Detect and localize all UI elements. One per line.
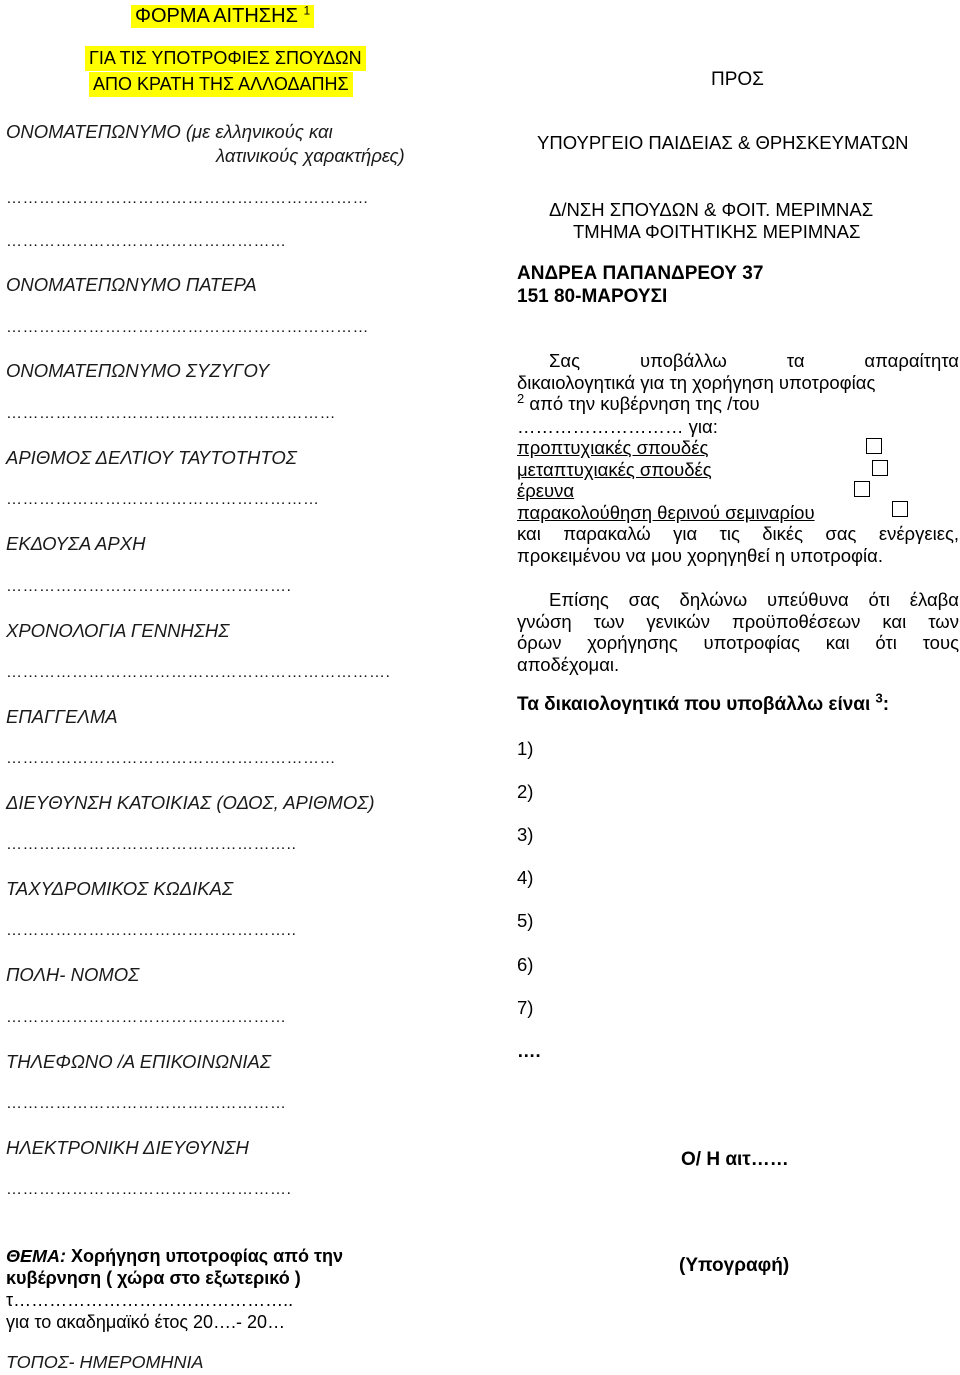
- footnote-2-marker: 2: [517, 390, 525, 406]
- document-item-2[interactable]: 2): [517, 781, 534, 802]
- field-blank-email[interactable]: …………………………………………….: [6, 1181, 292, 1198]
- field-blank-fullname-1[interactable]: …………………………………………………………: [6, 190, 369, 207]
- field-blank-issuing-authority[interactable]: …………………………………………….: [6, 578, 292, 595]
- field-label-phone: ΤΗΛΕΦΩΝΟ /Α ΕΠΙΚΟΙΝΩΝΙΑΣ: [6, 1051, 271, 1072]
- subject-academic-year[interactable]: για το ακαδημαϊκό έτος 20….- 20…: [6, 1312, 286, 1332]
- document-item-1[interactable]: 1): [517, 738, 534, 759]
- field-label-fullname-cont: λατινικούς χαρακτήρες): [216, 145, 405, 166]
- recipient-directorate: Δ/ΝΣΗ ΣΠΟΥΔΩΝ & ΦΟΙΤ. ΜΕΡΙΜΝΑΣ: [549, 199, 874, 220]
- field-label-home-address: ΔΙΕΥΘΥΝΣΗ ΚΑΤΟΙΚΙΑΣ (ΟΔΟΣ, ΑΡΙΘΜΟΣ): [6, 792, 375, 813]
- body-p1-line6: προκειμένου να μου χορηγηθεί η υποτροφία.: [517, 545, 883, 566]
- body-p2-line2: γνώση των γενικών προϋποθέσεων και των: [517, 611, 959, 632]
- field-label-fullname: ΟΝΟΜΑΤΕΠΩΝΥΜΟ (με ελληνικούς και: [6, 121, 333, 142]
- body-p2-line1: Επίσης σας δηλώνω υπεύθυνα ότι έλαβα: [549, 589, 959, 610]
- documents-heading-colon: :: [882, 694, 890, 715]
- place-date-label: ΤΟΠΟΣ- ΗΜΕΡΟΜΗΝΙΑ: [6, 1352, 204, 1372]
- subject-text-1: Χορήγηση υποτροφίας από την: [66, 1246, 344, 1266]
- body-p1-line4[interactable]: ……………………… για:: [517, 416, 718, 437]
- field-blank-father-name[interactable]: …………………………………………………………: [6, 319, 369, 336]
- document-item-7[interactable]: 7): [517, 997, 534, 1018]
- body-p2-line4: αποδέχομαι.: [517, 654, 620, 675]
- document-item-5[interactable]: 5): [517, 910, 534, 931]
- recipient-pros: ΠΡΟΣ: [711, 69, 764, 90]
- form-subtitle-line1: ΓΙΑ ΤΙΣ ΥΠΟΤΡΟΦΙΕΣ ΣΠΟΥΔΩΝ: [85, 46, 366, 71]
- body-p1-line2: δικαιολογητικά για τη χορήγηση υποτροφίας: [517, 372, 876, 393]
- body-p1-line3: [517, 390, 760, 415]
- field-label-issuing-authority: ΕΚΔΟΥΣΑ ΑΡΧΗ: [6, 533, 146, 554]
- field-label-father-name: ΟΝΟΜΑΤΕΠΩΝΥΜΟ ΠΑΤΕΡΑ: [6, 274, 257, 295]
- option-summer-seminar-checkbox[interactable]: [892, 500, 908, 518]
- footnote-3-marker: 3: [875, 690, 883, 706]
- field-label-id-number: ΑΡΙΘΜΟΣ ΔΕΛΤΙΟΥ ΤΑΥΤΟΤΗΤΟΣ: [6, 447, 297, 468]
- option-research-checkbox[interactable]: [854, 480, 870, 498]
- body-p1-line5: και παρακαλώ για τις δικές σας ενέργειες,: [517, 523, 959, 544]
- option-undergraduate-label: προπτυχιακές σπουδές: [517, 437, 709, 458]
- footnote-1-marker: 1: [303, 3, 311, 18]
- recipient-street: ΑΝΔΡΕΑ ΠΑΠΑΝΔΡΕΟΥ 37: [517, 263, 764, 284]
- field-label-birth-date: ΧΡΟΝΟΛΟΓΙΑ ΓΕΝΝΗΣΗΣ: [6, 620, 230, 641]
- option-research-label: έρευνα: [517, 480, 575, 501]
- checkbox-icon: [854, 481, 870, 497]
- document-item-3[interactable]: 3): [517, 824, 534, 845]
- recipient-department: ΤΜΗΜΑ ΦΟΙΤΗΤΙΚΗΣ ΜΕΡΙΜΝΑΣ: [573, 221, 861, 242]
- field-blank-birth-date[interactable]: …………………………………………………………….: [6, 664, 391, 681]
- field-label-email: ΗΛΕΚΤΡΟΝΙΚΗ ΔΙΕΥΘΥΝΣΗ: [6, 1137, 249, 1158]
- form-subtitle-line2: ΑΠΟ ΚΡΑΤΗ ΤΗΣ ΑΛΛΟΔΑΠΗΣ: [89, 72, 353, 97]
- recipient-city: 151 80-ΜΑΡΟΥΣΙ: [517, 286, 668, 307]
- body-p2-line3: όρων χορήγησης υποτροφίας και ότι τους: [517, 632, 959, 653]
- field-blank-postal-code[interactable]: ……………………………………………..: [6, 922, 297, 939]
- field-blank-phone[interactable]: ……………………………………………: [6, 1095, 287, 1112]
- option-undergraduate-checkbox[interactable]: [866, 437, 882, 455]
- document-item-4[interactable]: 4): [517, 867, 534, 888]
- field-blank-fullname-2[interactable]: ……………………………………………: [6, 233, 287, 250]
- field-label-spouse-name: ΟΝΟΜΑΤΕΠΩΝΥΜΟ ΣΥΖΥΓΟΥ: [6, 360, 270, 381]
- field-label-occupation: ΕΠΑΓΓΕΛΜΑ: [6, 706, 118, 727]
- form-title-text: ΦΟΡΜΑ ΑΙΤΗΣΗΣ: [135, 5, 298, 27]
- checkbox-icon: [892, 501, 908, 517]
- subject-line1: [6, 1245, 343, 1267]
- form-title: [131, 5, 314, 28]
- subject-line2: κυβέρνηση ( χώρα στο εξωτερικό ): [6, 1268, 301, 1288]
- field-label-postal-code: ΤΑΧΥΔΡΟΜΙΚΟΣ ΚΩΔΙΚΑΣ: [6, 878, 234, 899]
- subject-label: ΘΕΜΑ:: [6, 1246, 66, 1266]
- subject-line3[interactable]: τ………………………………………..: [6, 1290, 294, 1310]
- signature-label[interactable]: (Υπογραφή): [679, 1255, 790, 1276]
- option-postgraduate-checkbox[interactable]: [872, 459, 888, 477]
- field-blank-spouse-name[interactable]: ……………………………………………………: [6, 405, 336, 422]
- documents-heading: [517, 690, 890, 716]
- document-item-6[interactable]: 6): [517, 954, 534, 975]
- document-item-more[interactable]: ….: [517, 1040, 541, 1061]
- field-blank-city-prefecture[interactable]: ……………………………………………: [6, 1009, 287, 1026]
- field-blank-occupation[interactable]: ……………………………………………………: [6, 750, 336, 767]
- documents-heading-text: Τα δικαιολογητικά που υποβάλλω είναι: [517, 694, 871, 715]
- recipient-ministry: ΥΠΟΥΡΓΕΙΟ ΠΑΙΔΕΙΑΣ & ΘΡΗΣΚΕΥΜΑΤΩΝ: [537, 132, 909, 153]
- body-p1-line3-text: από την κυβέρνηση της /του: [524, 393, 760, 414]
- checkbox-icon: [872, 460, 888, 476]
- field-label-city-prefecture: ΠΟΛΗ- ΝΟΜΟΣ: [6, 964, 140, 985]
- checkbox-icon: [866, 438, 882, 454]
- field-blank-home-address[interactable]: ……………………………………………..: [6, 836, 297, 853]
- applicant-label: Ο/ Η αιτ……: [681, 1149, 789, 1170]
- option-summer-seminar-label: παρακολούθηση θερινού σεμιναρίου: [517, 502, 815, 523]
- option-postgraduate-label: μεταπτυχιακές σπουδές: [517, 459, 712, 480]
- field-blank-id-number[interactable]: …………………………………………………: [6, 491, 320, 508]
- body-p1-line1: Σας υποβάλλω τα απαραίτητα: [549, 350, 959, 371]
